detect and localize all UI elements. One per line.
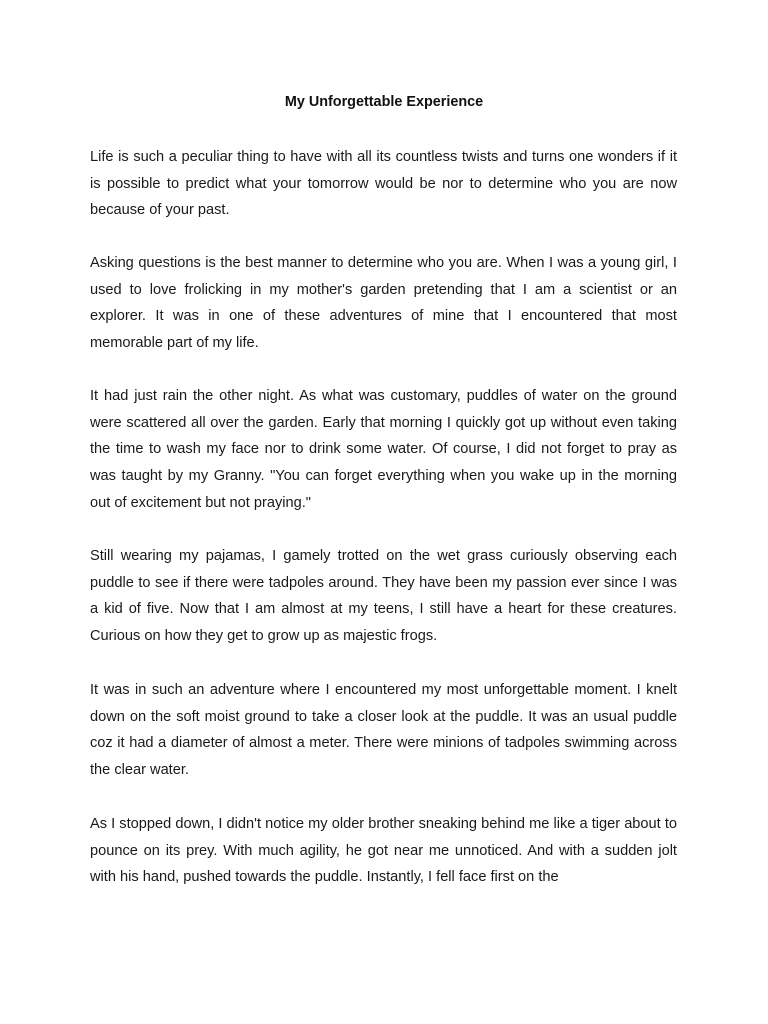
paragraph-5: It was in such an adventure where I encountered my most unforgettable moment. I knelt down on the soft moist ground to take a closer look at the puddle. It was an usual puddle coz it had a diameter of almost a meter. There were minions of tadpoles swimming across the clear water. bbox=[90, 682, 677, 779]
paragraph-3: It had just rain the other night. As what was customary, puddles of water on the ground were scattered all over the garden. Early that morning I quickly got up without even taking the time to wash my face nor to drink some water. Of course, I did not forget to pray as was taught by my Granny. "You can forget everything when you wake up in the morning out of excitement but not praying." bbox=[90, 388, 677, 511]
paragraph-1: Life is such a peculiar thing to have with all its countless twists and turns one wonders if it is possible to predict what your tomorrow would be nor to determine who you are now because of your past. bbox=[90, 149, 677, 219]
paragraph-2: Asking questions is the best manner to determine who you are. When I was a young girl, I used to love frolicking in my mother's garden pretending that I am a scientist or an explorer. It was in one of these adventures of mine that I encountered that most memorable part of my life. bbox=[90, 255, 677, 352]
paragraph-6: As I stopped down, I didn't notice my older brother sneaking behind me like a tiger about to pounce on its prey. With much agility, he got near me unnoticed. And with a sudden jolt with his hand, pushed towards the puddle. Instantly, I fell face first on the bbox=[90, 816, 677, 886]
document-title: My Unforgettable Experience bbox=[284, 94, 484, 110]
paragraph-4: Still wearing my pajamas, I gamely trotted on the wet grass curiously observing each puddle to see if there were tadpoles around. They have been my passion ever since I was a kid of five. Now that I am almost at my teens, I still have a heart for these creatures. Curious on how they get to grow up as majestic frogs. bbox=[90, 548, 677, 645]
